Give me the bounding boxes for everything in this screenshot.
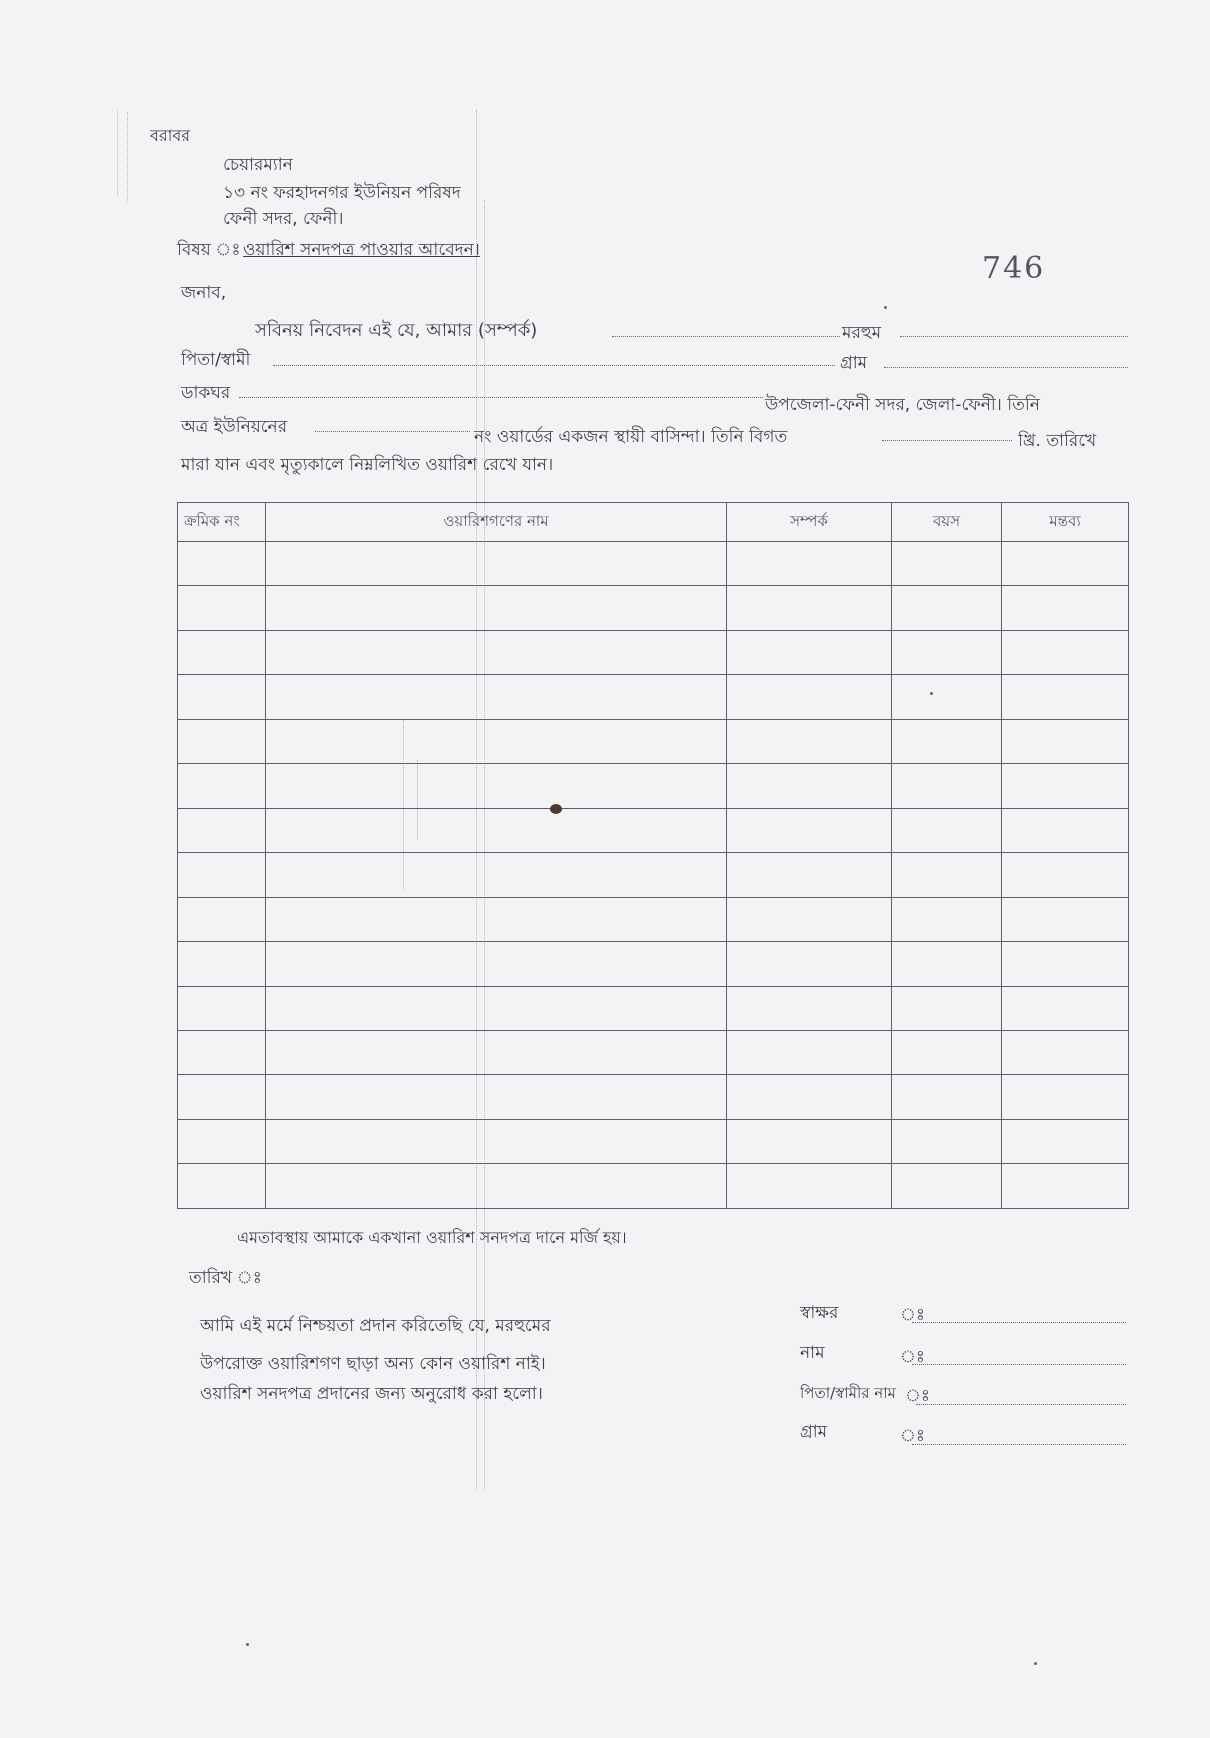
guardian-name-colon: ঃ [905, 1386, 930, 1406]
village-sign-label: গ্রাম [800, 1422, 828, 1442]
guardian-name-label: পিতা/স্বামীর নাম [800, 1384, 896, 1402]
table-cell [266, 675, 727, 719]
table-row [178, 808, 1129, 852]
table-cell [266, 808, 727, 852]
table-cell [266, 853, 727, 897]
table-cell [727, 586, 892, 630]
table-cell [178, 1030, 266, 1074]
column-header-heir-name: ওয়ারিশগণের নাম [266, 503, 727, 542]
recipient-title: চেয়ারম্যান [223, 155, 293, 175]
father-label: পিতা/স্বামী [181, 350, 251, 370]
name-label: নাম [800, 1343, 825, 1363]
relation-blank [612, 336, 840, 337]
signature-colon: ঃ [900, 1305, 925, 1325]
table-cell [892, 808, 1002, 852]
table-cell [727, 1164, 892, 1209]
table-cell [1002, 719, 1129, 763]
table-row [178, 942, 1129, 986]
table-row [178, 986, 1129, 1030]
table-row [178, 719, 1129, 763]
table-cell [892, 586, 1002, 630]
table-cell [1002, 853, 1129, 897]
deceased-name-blank [900, 336, 1128, 337]
column-header-age: বয়স [892, 503, 1002, 542]
table-cell [727, 542, 892, 586]
signature-label: স্বাক্ষর [800, 1303, 839, 1323]
table-cell [178, 986, 266, 1030]
name-colon: ঃ [900, 1347, 925, 1367]
column-header-relation: সম্পর্ক [727, 503, 892, 542]
scan-artifact-line [117, 110, 118, 195]
date-label: তারিখ ঃ [189, 1268, 262, 1288]
heirs-table [177, 502, 1129, 1209]
village-sign-colon: ঃ [900, 1426, 925, 1446]
table-cell [892, 1164, 1002, 1209]
table-cell [178, 542, 266, 586]
table-cell [727, 1030, 892, 1074]
table-cell [892, 853, 1002, 897]
body-line1-end: মরহুম [842, 323, 882, 343]
table-row [178, 630, 1129, 674]
table-cell [266, 986, 727, 1030]
table-cell [266, 942, 727, 986]
ward-no-blank [315, 431, 470, 432]
table-cell [1002, 1075, 1129, 1119]
table-cell [892, 630, 1002, 674]
table-cell [178, 897, 266, 941]
table-cell [892, 1030, 1002, 1074]
table-cell [727, 986, 892, 1030]
table-cell [892, 897, 1002, 941]
table-cell [892, 675, 1002, 719]
table-row [178, 764, 1129, 808]
table-cell [266, 764, 727, 808]
subject-text: ওয়ারিশ সনদপত্র পাওয়ার আবেদন। [243, 240, 480, 260]
table-row [178, 542, 1129, 586]
union-label: অত্র ইউনিয়নের [181, 417, 288, 437]
table-cell [266, 897, 727, 941]
table-cell [1002, 586, 1129, 630]
table-cell [727, 1075, 892, 1119]
table-cell [178, 1164, 266, 1209]
ink-speck [930, 692, 933, 695]
table-row [178, 1164, 1129, 1209]
table-cell [1002, 630, 1129, 674]
post-office-blank [239, 397, 763, 398]
column-header-remarks: মন্তব্য [1002, 503, 1129, 542]
table-cell [1002, 942, 1129, 986]
table-cell [178, 764, 266, 808]
table-cell [266, 630, 727, 674]
table-cell [1002, 1164, 1129, 1209]
address-to: বরাবর [150, 126, 191, 145]
reference-number: 746 [982, 251, 1046, 286]
upazila-district-text: উপজেলা-ফেনী সদর, জেলা-ফেনী। তিনি [765, 395, 1040, 415]
table-cell [1002, 897, 1129, 941]
declaration-line-2: উপরোক্ত ওয়ারিশগণ ছাড়া অন্য কোন ওয়ারিশ নাই। [200, 1354, 546, 1374]
table-cell [1002, 986, 1129, 1030]
declaration-line-3: ওয়ারিশ সনদপত্র প্রদানের জন্য অনুরোধ করা হলো। [200, 1384, 543, 1404]
table-cell [266, 1119, 727, 1163]
table-cell [1002, 675, 1129, 719]
table-cell [178, 630, 266, 674]
table-cell [892, 542, 1002, 586]
table-cell [266, 1030, 727, 1074]
table-row [178, 853, 1129, 897]
declaration-line-1: আমি এই মর্মে নিশ্চয়তা প্রদান করিতেছি যে, মরহুমের [200, 1316, 551, 1336]
table-cell [892, 1075, 1002, 1119]
table-row [178, 1030, 1129, 1074]
table-cell [178, 1119, 266, 1163]
signature-blank [912, 1322, 1126, 1323]
table-cell [892, 719, 1002, 763]
union-location: ফেনী সদর, ফেনী। [223, 209, 344, 229]
table-cell [178, 675, 266, 719]
salutation: জনাব, [181, 283, 227, 303]
table-cell [727, 675, 892, 719]
table-row [178, 1119, 1129, 1163]
table-cell [892, 942, 1002, 986]
name-blank [912, 1364, 1126, 1365]
union-name: ১৩ নং ফরহাদনগর ইউনিয়ন পরিষদ [223, 183, 461, 203]
table-cell [1002, 542, 1129, 586]
village-blank [884, 367, 1128, 368]
table-cell [178, 942, 266, 986]
body-line5: মারা যান এবং মৃত্যুকালে নিম্নলিখিত ওয়ারিশ রেখে যান। [181, 455, 554, 475]
table-cell [178, 853, 266, 897]
table-cell [266, 1075, 727, 1119]
table-cell [178, 808, 266, 852]
table-cell [892, 986, 1002, 1030]
scan-artifact-line [127, 112, 128, 202]
post-label: ডাকঘর [181, 383, 231, 403]
table-row [178, 586, 1129, 630]
table-cell [1002, 764, 1129, 808]
table-cell [727, 1119, 892, 1163]
table-row [178, 675, 1129, 719]
village-sign-blank [912, 1444, 1126, 1445]
table-row [178, 1075, 1129, 1119]
table-cell [266, 586, 727, 630]
table-cell [178, 1075, 266, 1119]
table-row [178, 897, 1129, 941]
table-cell [727, 719, 892, 763]
death-date-blank [882, 440, 1012, 441]
ink-smudge [550, 804, 562, 814]
date-end-text: খ্রি. তারিখে [1018, 431, 1097, 451]
table-header-row [178, 503, 1129, 542]
table-cell [892, 1119, 1002, 1163]
table-cell [1002, 1119, 1129, 1163]
ink-speck [246, 1643, 249, 1646]
table-cell [727, 897, 892, 941]
ink-speck [1034, 1662, 1037, 1665]
table-cell [892, 764, 1002, 808]
column-header-serial: ক্রমিক নং [178, 503, 266, 542]
request-line: এমতাবস্থায় আমাকে একখানা ওয়ারিশ সনদপত্র দানে মর্জি হয়। [237, 1228, 627, 1247]
table-cell [727, 764, 892, 808]
father-name-blank [273, 365, 835, 366]
body-line1-start: সবিনয় নিবেদন এই যে, আমার (সম্পর্ক) [255, 320, 538, 341]
table-cell [727, 942, 892, 986]
table-cell [266, 542, 727, 586]
table-cell [1002, 1030, 1129, 1074]
ward-text: নং ওয়ার্ডের একজন স্থায়ী বাসিন্দা। তিনি বিগত [474, 427, 788, 447]
village-label: গ্রাম [840, 353, 868, 373]
table-cell [178, 586, 266, 630]
table-cell [266, 719, 727, 763]
table-cell [1002, 808, 1129, 852]
table-cell [727, 853, 892, 897]
table-cell [266, 1164, 727, 1209]
ink-speck [884, 306, 887, 309]
table-cell [178, 719, 266, 763]
guardian-name-blank [916, 1404, 1126, 1405]
table-cell [727, 808, 892, 852]
table-cell [727, 630, 892, 674]
subject-label: বিষয় ঃ [177, 240, 241, 260]
